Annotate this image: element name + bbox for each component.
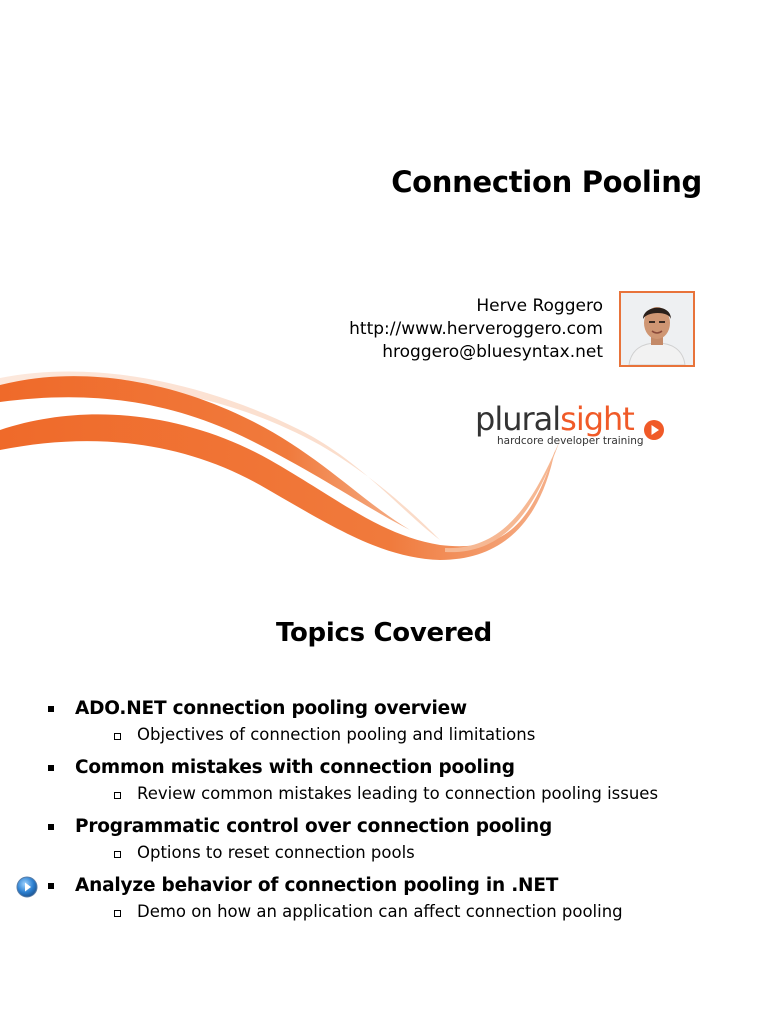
subtopic-item	[75, 900, 746, 924]
subtopic-label: Objectives of connection pooling and limitations	[137, 725, 536, 744]
subtopic-label: Review common mistakes leading to connection pooling issues	[137, 784, 659, 803]
author-website: http://www.herveroggero.com	[349, 319, 603, 339]
square-bullet-icon	[48, 883, 54, 889]
topic-item	[46, 754, 746, 806]
subtopic-item	[75, 841, 746, 865]
square-bullet-icon	[48, 824, 54, 830]
hollow-square-bullet-icon	[114, 733, 121, 740]
topics-slide	[0, 580, 768, 1024]
author-photo	[619, 291, 695, 367]
orange-swoosh-decoration	[0, 360, 768, 580]
topics-list	[46, 695, 746, 931]
topic-item	[46, 872, 746, 924]
slide-title: Connection Pooling	[391, 165, 702, 199]
subtopic-item	[75, 782, 746, 806]
square-bullet-icon	[48, 765, 54, 771]
play-icon	[643, 419, 665, 441]
square-bullet-icon	[48, 706, 54, 712]
topic-label: Common mistakes with connection pooling	[75, 757, 515, 778]
author-name: Herve Roggero	[476, 296, 603, 316]
subtopic-item	[75, 723, 746, 747]
hollow-square-bullet-icon	[114, 910, 121, 917]
topics-title: Topics Covered	[275, 618, 492, 648]
topic-item	[46, 695, 746, 747]
topic-label: ADO.NET connection pooling overview	[75, 698, 467, 719]
topic-label: Analyze behavior of connection pooling in .NET	[75, 875, 559, 896]
author-info	[349, 295, 603, 364]
hollow-square-bullet-icon	[114, 792, 121, 799]
logo-wordmark: pluralsight	[475, 400, 634, 438]
person-portrait-icon	[621, 293, 693, 365]
subtopic-label: Demo on how an application can affect connection pooling	[137, 902, 623, 921]
play-circle-icon[interactable]	[16, 876, 38, 898]
topic-item	[46, 813, 746, 865]
pluralsight-logo	[475, 400, 675, 456]
hollow-square-bullet-icon	[114, 851, 121, 858]
author-email: hroggero@bluesyntax.net	[382, 342, 603, 362]
subtopic-label: Options to reset connection pools	[137, 843, 415, 862]
topic-label: Programmatic control over connection pooling	[75, 816, 553, 837]
logo-tagline: hardcore developer training	[497, 435, 644, 447]
